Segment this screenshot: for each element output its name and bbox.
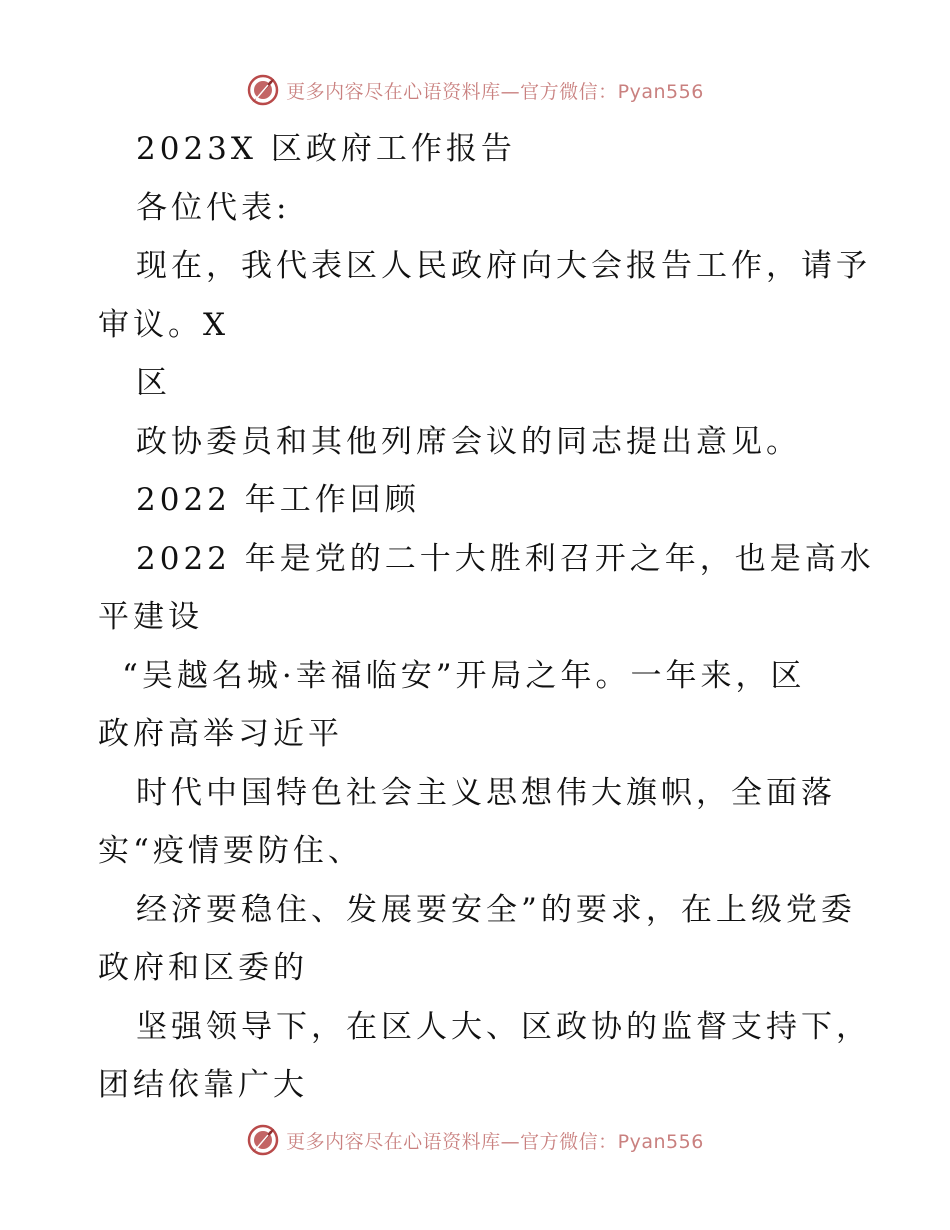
watermark-text: 更多内容尽在心语资料库—官方微信：Pyan556 (286, 1130, 704, 1153)
paragraph-line: 2022 年是党的二十大胜利召开之年，也是高水 (136, 540, 875, 577)
watermark-text: 更多内容尽在心语资料库—官方微信：Pyan556 (286, 80, 704, 103)
paragraph-line: 现在，我代表区人民政府向大会报告工作，请予 (136, 248, 871, 284)
quill-seal-icon (246, 1123, 280, 1157)
paragraph-line: 团结依靠广大 (98, 1067, 308, 1103)
paragraph-line: 坚强领导下，在区人大、区政协的监督支持下， (136, 1008, 871, 1045)
paragraph-line: 经济要稳住、发展要安全”的要求，在上级党委 (136, 891, 856, 928)
quill-seal-icon (246, 73, 280, 107)
watermark-footer (0, 1122, 950, 1158)
paragraph-line: “吴越名城·幸福临安”开局之年。一年来，区 (122, 657, 806, 694)
section-heading: 2022 年工作回顾 (136, 482, 420, 518)
document-body (98, 120, 875, 1115)
paragraph-line: 政府和区委的 (98, 950, 308, 986)
paragraph-line: 实“疫情要防住、 (98, 833, 363, 869)
paragraph-line: 审议。X (98, 306, 230, 343)
paragraph-line: 时代中国特色社会主义思想伟大旗帜，全面落 (136, 774, 836, 811)
salutation: 各位代表: (136, 189, 291, 226)
paragraph-line: 政府高举习近平 (98, 716, 343, 752)
document-title: 2023X 区政府工作报告 (136, 131, 516, 167)
watermark-header (0, 72, 950, 108)
paragraph-line: 政协委员和其他列席会议的同志提出意见。 (136, 423, 801, 460)
paragraph-line: 区 (136, 365, 171, 401)
paragraph-line: 平建设 (98, 599, 203, 635)
